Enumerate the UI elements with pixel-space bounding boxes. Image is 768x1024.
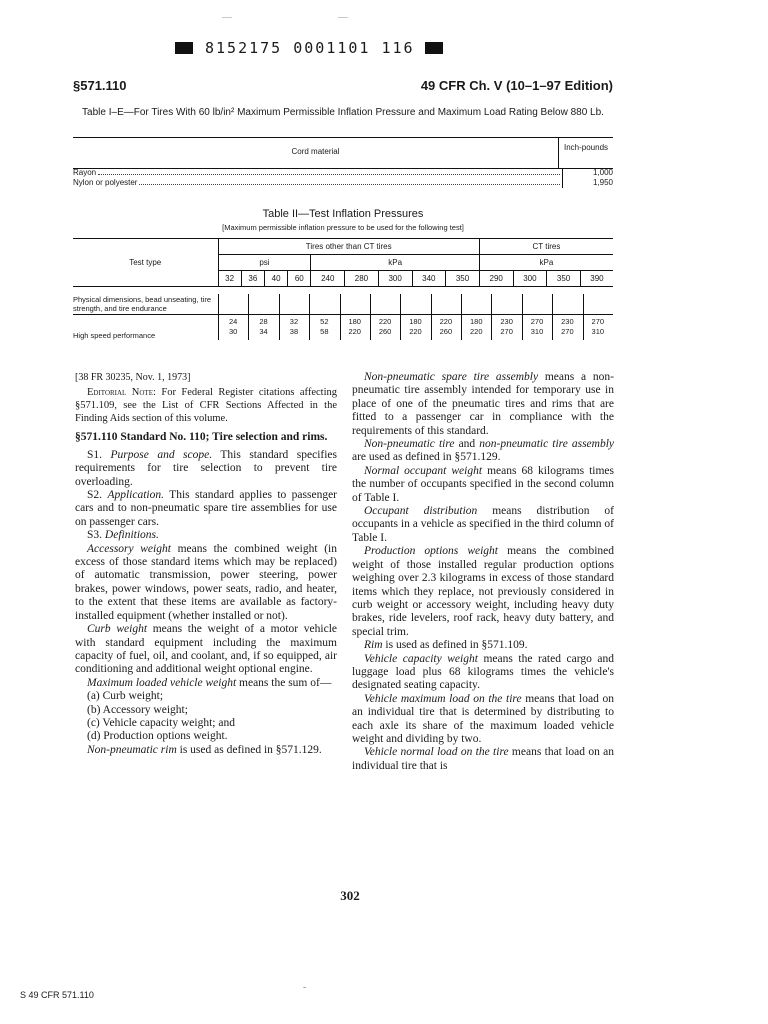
table2-group-other: Tires other than CT tires: [218, 239, 479, 255]
definition-vehicle-capacity-weight: [352, 653, 614, 693]
definition-term: Production options weight: [364, 545, 498, 558]
table2-column-rule: [218, 294, 219, 340]
definition-production-options-weight: [352, 545, 614, 639]
definition-text: are used as defined in §571.129.: [352, 451, 501, 464]
table2-cell: 270: [561, 327, 574, 336]
table1-col-header: Cord material: [291, 147, 340, 156]
page-number: 302: [340, 888, 360, 903]
document-id-line: [175, 38, 443, 58]
definition-term: Rim: [364, 639, 383, 652]
leader-dots: [139, 184, 560, 185]
table2-pressure-header: 340: [412, 271, 446, 287]
conjunction: and: [458, 438, 476, 451]
table2-cell: 270: [591, 317, 605, 326]
black-marker-right: [425, 42, 443, 54]
table2-pressure-header: 240: [311, 271, 345, 287]
s1-paragraph: [75, 449, 337, 489]
black-marker-left: [175, 42, 193, 54]
table2-cell: 52: [320, 317, 329, 326]
section-title: §571.110 Standard No. 110; Tire selection and rims.: [75, 431, 328, 444]
table2-pressure-header: 36: [241, 271, 264, 287]
table2-pressure-header: 300: [378, 271, 412, 287]
table2-subcaption: [Maximum permissible inflation pressure to be used for the following test]: [222, 223, 464, 232]
editorial-note-label: Editorial Note:: [87, 387, 156, 399]
table2-column-rule: [248, 294, 249, 340]
table2-cell: 32: [289, 317, 299, 326]
table2-cell: 30: [229, 327, 238, 336]
table2-cell: 180: [409, 317, 422, 326]
definition-text: means a non-pneumatic tire assembly intended for temporary use in place of one of the pneumatic tires and rims that are fitted to a passenger car in compliance with the requirements of this standard.: [352, 371, 614, 437]
table2-unit-psi: psi: [218, 255, 311, 271]
s2-paragraph: [75, 489, 337, 529]
table2-cell: 270: [500, 327, 513, 336]
running-header: [73, 78, 613, 98]
table2-column-rule: [279, 294, 280, 340]
definition-term: Non-pneumatic tire: [364, 438, 455, 451]
s2-text: This standard applies to passenger cars and to non-pneumatic spare tire assemblies for use on passenger cars.: [75, 489, 338, 528]
footer-mark: -: [303, 982, 307, 993]
citation: [38 FR 30235, Nov. 1, 1973]: [75, 372, 191, 383]
s1-text: This standard specifies requirements for tire selection to prevent tire overloading.: [75, 448, 338, 488]
definition-occupant-distribution: [352, 505, 614, 545]
table1-row: [73, 168, 613, 178]
editorial-note: [75, 386, 337, 425]
table2-cell: 230: [561, 317, 574, 326]
s2-heading: Application.: [107, 489, 164, 502]
table2-pressure-header: 40: [264, 271, 287, 287]
table2-cell: 38: [289, 327, 299, 336]
table2-cell: 34: [259, 327, 268, 336]
definition-text: means the rated cargo and luggage load plus 68 kilograms times the vehicle's designated seating capacity.: [352, 652, 614, 692]
table1-row-label: Nylon or polyester: [73, 178, 138, 187]
table2-column-rule: [340, 294, 341, 340]
definition-text: means distribution of occupants in a vehicle as specified in the third column of Table I.: [352, 505, 614, 544]
definition-vehicle-maximum-load: [352, 693, 614, 747]
table2-row-label: High speed performance: [73, 331, 156, 340]
table2-unit-kpa-ct: kPa: [479, 255, 613, 271]
footer-reference: S 49 CFR 571.110: [20, 990, 94, 1000]
cfr-edition: 49 CFR Ch. V (10–1–97 Edition): [420, 78, 613, 93]
table1-row-value: 1,000: [562, 168, 613, 178]
table1-unit-header: Inch-pounds: [558, 138, 613, 168]
table2-pressure-header: 32: [218, 271, 241, 287]
table2-cell: 28: [259, 317, 268, 326]
definition-term: Accessory weight: [87, 542, 171, 555]
definition-non-pneumatic-tire: [352, 438, 614, 465]
section-number: §571.110: [73, 78, 127, 93]
s3-label: S3.: [87, 529, 103, 542]
definition-vehicle-normal-load: [352, 746, 614, 773]
table2-caption: Table II—Test Inflation Pressures: [262, 208, 424, 220]
definition-term: Normal occupant weight: [364, 464, 483, 477]
table2-column-rule: [309, 294, 310, 340]
definition-text: means the combined weight of those installed regular production options weighing over 2.3 kilograms in excess of those standard items which they replace, not previously considered in curb weight or accessory weight, including heavy duty brakes, ride levelers, roof rack, heavy duty battery, and special trim.: [352, 545, 614, 638]
definition-normal-occupant-weight: [352, 465, 614, 505]
definition-text: means the combined weight (in excess of those standard items which may be replaced) of automatic transmission, power steering, power brakes, power windows, power seats, radio, and heater, to the extent that these items are available as factory-installed equipment (whether installed or not).: [75, 542, 337, 622]
document-id: 8152175 0001101 116: [205, 39, 415, 57]
table1-row: [73, 178, 613, 188]
table2-cell: 310: [591, 327, 605, 336]
definition-rim: [352, 639, 614, 652]
right-column: [352, 371, 614, 773]
table2-pressure-header: 290: [479, 271, 513, 287]
definition-term: Vehicle maximum load on the tire: [364, 692, 522, 705]
table2-column-rule: [370, 294, 371, 340]
table2-cell: 24: [229, 317, 238, 326]
list-item: (b) Accessory weight;: [87, 703, 188, 716]
definition-term: non-pneumatic tire assembly: [479, 438, 615, 451]
table1-row-label: Rayon: [73, 168, 97, 177]
definition-term: Non-pneumatic spare tire assembly: [364, 371, 539, 383]
definition-text: means that load on an individual tire that is determined by distributing to each axle its share of the maximum loaded vehicle weight and dividing by two.: [352, 692, 614, 745]
table2-pressure-header: 60: [288, 271, 311, 287]
table2-cell: 220: [409, 327, 422, 336]
table2-cell: 260: [439, 327, 453, 336]
table2-column-rule: [400, 294, 401, 340]
definition-term: Curb weight: [87, 623, 148, 636]
left-column: [75, 371, 337, 757]
table2-pressure-header: 350: [446, 271, 480, 287]
table2-cell: 220: [378, 317, 392, 326]
table1-row-value: 1,950: [562, 178, 613, 188]
table1-header: [73, 137, 613, 169]
definition-text: means the weight of a motor vehicle with standard equipment including the maximum capacity of fuel, oil, and coolant, and, if so equipped, air conditioning and additional weight optional engine.: [75, 623, 337, 676]
table2-cell: 180: [469, 317, 483, 326]
definition-term: Occupant distribution: [364, 505, 478, 518]
definition-text: means the sum of—: [239, 676, 332, 689]
table2-cell: 220: [439, 317, 453, 326]
definition-text: means that load on an individual tire that is: [352, 746, 614, 772]
editorial-note-text: For Federal Register citations affecting §571.109, see the List of CFR Sections Affected in the Finding Aids section of this volume.: [75, 387, 337, 425]
table2-column-rule: [431, 294, 432, 340]
s2-label: S2.: [87, 489, 103, 502]
table2-pressure-header: 390: [580, 271, 613, 287]
definition-accessory-weight: [75, 543, 337, 623]
list-item: (d) Production options weight.: [87, 730, 228, 743]
table2-cell: 220: [348, 327, 361, 336]
table2-cell: 180: [348, 317, 361, 326]
s1-label: S1.: [87, 448, 103, 461]
top-dash-right: —: [338, 12, 348, 23]
s3-paragraph: [75, 529, 337, 542]
table2-pressure-header: 300: [513, 271, 547, 287]
table2-cell: 270: [530, 317, 544, 326]
table2-unit-kpa: kPa: [311, 255, 479, 271]
leader-dots: [98, 174, 560, 175]
table2-cell: 220: [469, 327, 483, 336]
table2-cell: 260: [378, 327, 392, 336]
table2-column-rule: [522, 294, 523, 340]
table2-group-ct: CT tires: [479, 239, 613, 255]
s3-heading: Definitions.: [104, 529, 159, 542]
definition-spare-tire-assembly: [352, 371, 614, 438]
table2-cell: 310: [530, 327, 544, 336]
list-item: (c) Vehicle capacity weight; and: [87, 716, 235, 729]
definition-term: Vehicle capacity weight: [364, 652, 478, 665]
definition-maximum-loaded-weight: [75, 677, 337, 690]
definition-non-pneumatic-rim: [75, 744, 337, 757]
definition-term: Vehicle normal load on the tire: [364, 746, 509, 759]
table2-column-rule: [491, 294, 492, 340]
table1-caption: Table I–E—For Tires With 60 lb/in² Maximum Permissible Inflation Pressure and Maximum Load Rating Below 880 Lb.: [82, 107, 604, 118]
table2-test-type-header: Test type: [129, 258, 162, 267]
definition-text: is used as defined in §571.109.: [385, 639, 528, 652]
table2-column-rule: [552, 294, 553, 340]
list-item: (a) Curb weight;: [87, 690, 164, 703]
definition-term: Maximum loaded vehicle weight: [87, 676, 237, 689]
definition-curb-weight: [75, 623, 337, 677]
table2-row-label: Physical dimensions, bead unseating, tire strength, and tire endurance: [73, 295, 211, 313]
definition-text: means 68 kilograms times the number of occupants specified in the second column of Table I.: [352, 464, 614, 504]
table2-column-rule: [583, 294, 584, 340]
table2-pressure-header: 350: [547, 271, 581, 287]
s1-heading: Purpose and scope.: [110, 448, 213, 461]
definition-term: Non-pneumatic rim: [87, 743, 177, 756]
top-dash-left: —: [222, 12, 232, 23]
table2-cell: 58: [320, 327, 329, 336]
definition-text: is used as defined in §571.129.: [179, 743, 322, 756]
table2-cell: 230: [500, 317, 513, 326]
table1-body: [73, 168, 613, 188]
table2-column-rule: [461, 294, 462, 340]
table2-pressure-header: 280: [345, 271, 379, 287]
